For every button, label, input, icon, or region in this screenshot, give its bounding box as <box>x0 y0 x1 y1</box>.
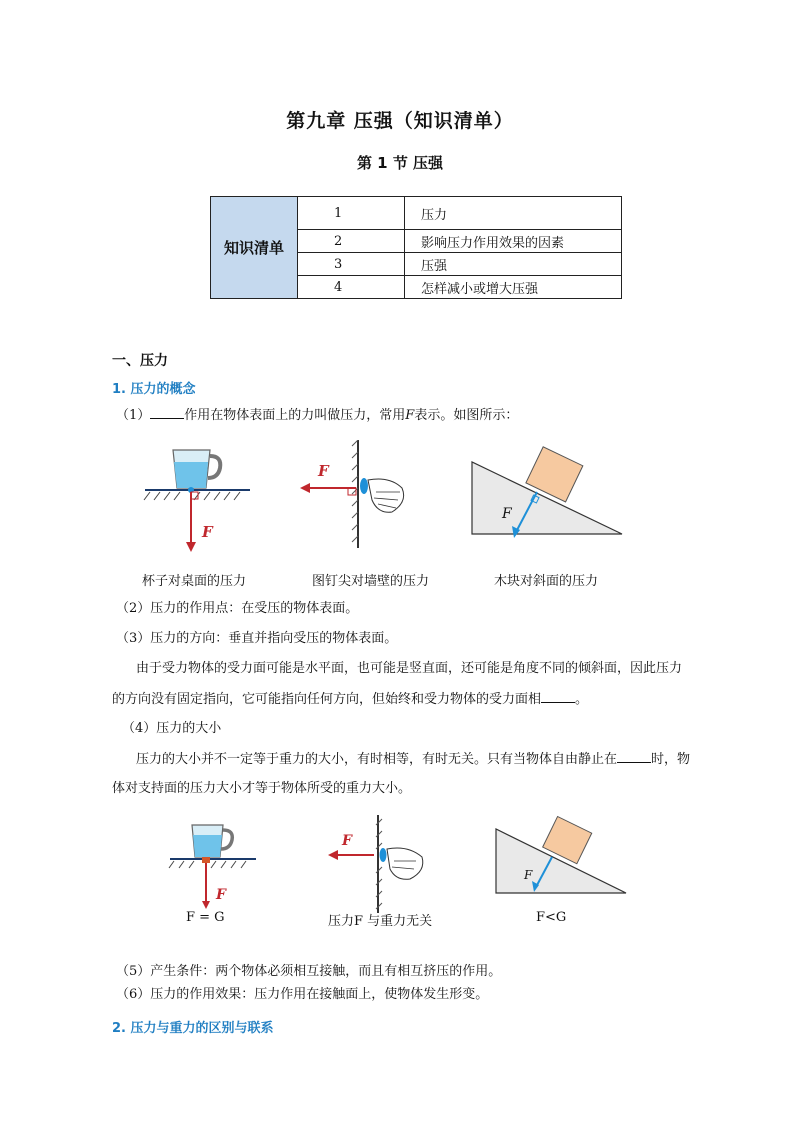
force-label: F <box>502 506 512 522</box>
thumbtack-figure-2 <box>328 815 423 913</box>
fill-blank[interactable] <box>617 750 651 763</box>
paragraph-1 <box>116 406 518 425</box>
subsection-heading-2: 2. 压力与重力的区别与联系 <box>112 1021 274 1036</box>
incline-figure <box>472 447 622 538</box>
paragraph-8: （6）压力的作用效果：压力作用在接触面上，使物体发生形变。 <box>116 987 489 1002</box>
p1-text: 作用在物体表面上的力叫做压力，常用 <box>184 408 406 423</box>
section-title: 第 1 节 压强 <box>356 154 444 172</box>
caption-f-less-g: F<G <box>536 910 567 925</box>
p1-end: 表示。如图所示： <box>414 408 519 423</box>
table-row-item: 压强 <box>405 253 622 276</box>
knowledge-table-header: 知识清单 <box>211 197 298 299</box>
cup-figure <box>144 450 250 552</box>
fill-blank[interactable] <box>150 406 184 419</box>
fill-blank[interactable] <box>541 690 575 703</box>
force-label: F <box>216 887 226 903</box>
figure-row-1 <box>140 440 660 560</box>
force-label: F <box>342 833 352 849</box>
table-row-num: 1 <box>298 197 405 230</box>
caption-cup: 杯子对桌面的压力 <box>142 574 247 589</box>
table-row-num: 3 <box>298 253 405 276</box>
p6-end: 时，物 <box>651 752 691 767</box>
paragraph-3: （3）压力的方向：垂直并指向受压的物体表面。 <box>116 631 398 646</box>
caption-thumbtack: 图钉尖对墙壁的压力 <box>312 574 430 589</box>
paragraph-5: （4）压力的大小 <box>122 721 222 736</box>
thumbtack-figure <box>300 440 404 548</box>
knowledge-table <box>210 196 622 299</box>
table-row-num: 2 <box>298 230 405 253</box>
paragraph-2: （2）压力的作用点：在受压的物体表面。 <box>116 601 359 616</box>
caption-incline: 木块对斜面的压力 <box>494 574 599 589</box>
incline-figure-2 <box>496 817 626 893</box>
cup-figure-2 <box>169 825 256 909</box>
p4-end: 。 <box>575 692 589 707</box>
table-row-num: 4 <box>298 276 405 299</box>
figure-row-2 <box>160 815 640 915</box>
caption-f-equals-g: F = G <box>186 910 225 925</box>
p6-text: 压力的大小并不一定等于重力的大小，有时相等，有时无关。只有当物体自由静止在 <box>136 752 618 767</box>
table-row-item: 影响压力作用效果的因素 <box>405 230 622 253</box>
paragraph-6-line1 <box>136 750 690 769</box>
p1-prefix: （1） <box>116 408 151 423</box>
force-label: F <box>318 462 329 480</box>
p1-var: F <box>405 408 415 423</box>
paragraph-4-line1: 由于受力物体的受力面可能是水平面，也可能是竖直面，还可能是角度不同的倾斜面，因此压力 <box>136 661 683 676</box>
subsection-heading: 1. 压力的概念 <box>112 382 196 397</box>
force-label: F <box>202 523 213 541</box>
page-title: 第九章 压强（知识清单） <box>286 110 514 132</box>
paragraph-7: （5）产生条件：两个物体必须相互接触，而且有相互挤压的作用。 <box>116 964 502 979</box>
force-label: F <box>524 868 533 882</box>
caption-f-independent: 压力F 与重力无关 <box>328 914 433 929</box>
paragraph-4-line2 <box>112 690 588 709</box>
table-row-item: 压力 <box>405 197 622 230</box>
section-heading: 一、压力 <box>112 353 168 369</box>
table-row-item: 怎样减小或增大压强 <box>405 276 622 299</box>
p4-text: 的方向没有固定指向，它可能指向任何方向，但始终和受力物体的受力面相 <box>112 692 542 707</box>
paragraph-6-line2: 体对支持面的压力大小才等于物体所受的重力大小。 <box>112 781 412 796</box>
